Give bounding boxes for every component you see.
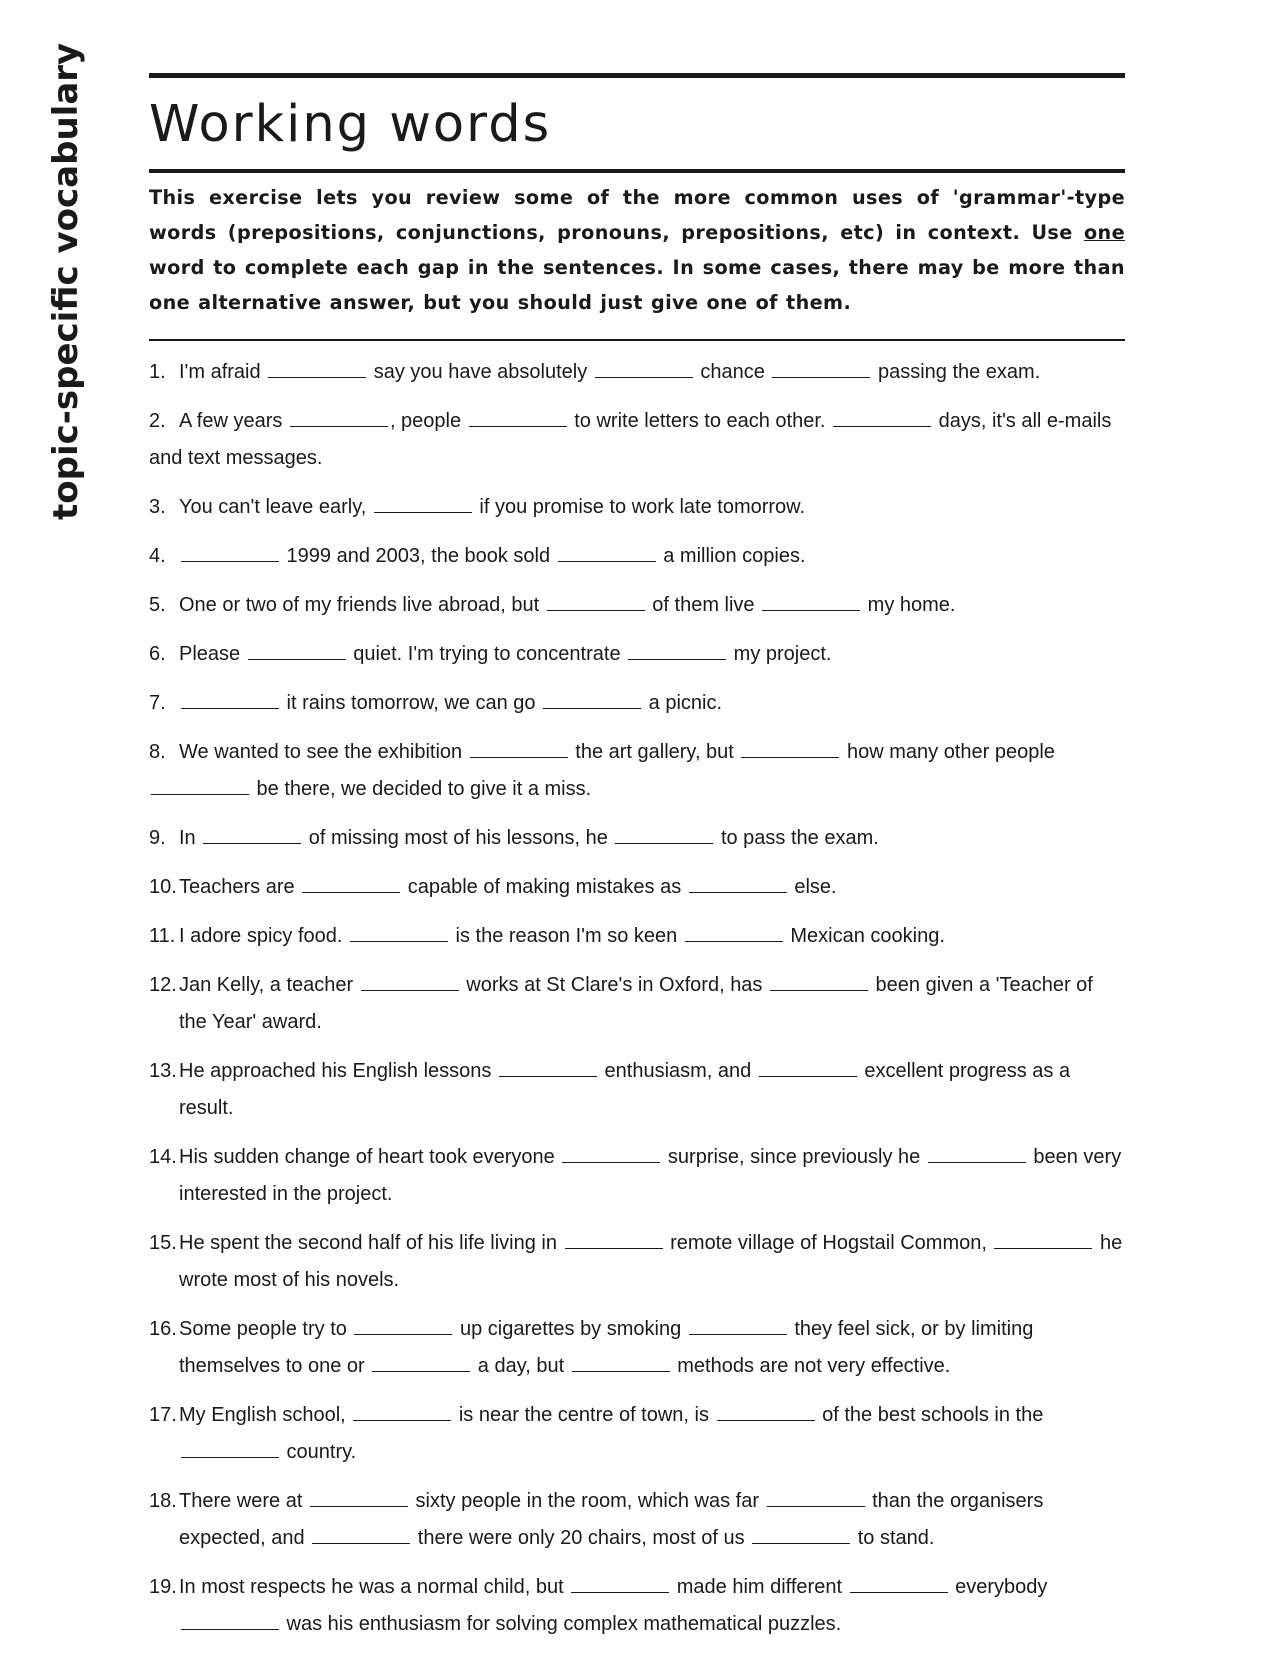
instructions-underlined-word: one bbox=[1083, 221, 1125, 244]
exercise-item bbox=[149, 489, 1125, 526]
sentence-text: the art gallery, but bbox=[569, 741, 740, 764]
sentence-text: enthusiasm, and bbox=[598, 1060, 757, 1083]
answer-gap[interactable] bbox=[562, 1161, 660, 1163]
sentence-text: say you have absolutely bbox=[368, 361, 593, 384]
sentence-text: a day, but bbox=[472, 1355, 570, 1378]
sentence-text: chance bbox=[694, 361, 771, 384]
answer-gap[interactable] bbox=[850, 1591, 948, 1593]
sentence-text: my project. bbox=[728, 643, 832, 666]
sentence-text: passing the exam. bbox=[872, 361, 1041, 384]
answer-gap[interactable] bbox=[499, 1075, 597, 1077]
sentence-text: he wrote most of his novels. bbox=[179, 1232, 1123, 1292]
exercise-item bbox=[149, 1311, 1125, 1385]
item-number: 16. bbox=[149, 1318, 177, 1341]
exercise-item bbox=[149, 820, 1125, 857]
answer-gap[interactable] bbox=[290, 425, 388, 427]
exercise-item bbox=[149, 967, 1125, 1041]
answer-gap[interactable] bbox=[558, 560, 656, 562]
answer-gap[interactable] bbox=[353, 1419, 451, 1421]
answer-gap[interactable] bbox=[628, 658, 726, 660]
answer-gap[interactable] bbox=[302, 891, 400, 893]
answer-gap[interactable] bbox=[181, 707, 279, 709]
sentence-text: excellent progress as a result. bbox=[179, 1060, 1071, 1120]
exercise-item bbox=[149, 354, 1125, 391]
sentence-text: is near the centre of town, is bbox=[453, 1404, 715, 1427]
sentence-text: His sudden change of heart took everyone bbox=[179, 1146, 561, 1169]
sentence-text: made him different bbox=[671, 1576, 848, 1599]
sentence-text: A few years bbox=[179, 410, 288, 433]
sentence-text: a picnic. bbox=[643, 692, 723, 715]
item-number: 11. bbox=[149, 925, 176, 948]
sentence-text: , people bbox=[389, 410, 467, 433]
exercise-item bbox=[149, 1053, 1125, 1127]
sentence-text: how many other people bbox=[841, 741, 1055, 764]
sentence-text: He approached his English lessons bbox=[179, 1060, 497, 1083]
answer-gap[interactable] bbox=[268, 376, 366, 378]
answer-gap[interactable] bbox=[833, 425, 931, 427]
exercise-item bbox=[149, 918, 1125, 955]
sentence-text: of them live bbox=[646, 594, 761, 617]
sentence-text: We wanted to see the exhibition bbox=[179, 741, 468, 764]
sentence-text: my home. bbox=[862, 594, 956, 617]
sentence-text: In bbox=[179, 827, 202, 850]
exercise-item bbox=[149, 1569, 1125, 1643]
answer-gap[interactable] bbox=[752, 1542, 850, 1544]
sentence-text: Some people try to bbox=[179, 1318, 353, 1341]
top-rule bbox=[149, 73, 1125, 78]
sentence-text: I adore spicy food. bbox=[179, 925, 348, 948]
sentence-text: works at St Clare's in Oxford, has bbox=[460, 974, 768, 997]
exercise-item bbox=[149, 869, 1125, 906]
answer-gap[interactable] bbox=[741, 756, 839, 758]
answer-gap[interactable] bbox=[181, 1456, 279, 1458]
item-number: 12. bbox=[149, 974, 177, 997]
sentence-text: to write letters to each other. bbox=[568, 410, 832, 433]
answer-gap[interactable] bbox=[361, 989, 459, 991]
sentence-text: 1999 and 2003, the book sold bbox=[281, 545, 556, 568]
sentence-text: of missing most of his lessons, he bbox=[303, 827, 614, 850]
sentence-text: was his enthusiasm for solving complex mathematical puzzles. bbox=[281, 1613, 842, 1636]
sentence-text: Jan Kelly, a teacher bbox=[179, 974, 359, 997]
item-number: 17. bbox=[149, 1404, 177, 1427]
exercise-item bbox=[149, 1483, 1125, 1557]
exercise-item bbox=[149, 1139, 1125, 1213]
sentence-text: You can't leave early, bbox=[179, 496, 372, 519]
answer-gap[interactable] bbox=[469, 425, 567, 427]
item-number: 5. bbox=[149, 594, 166, 617]
instructions-rule bbox=[149, 339, 1125, 341]
item-number: 6. bbox=[149, 643, 166, 666]
exercise-item bbox=[149, 403, 1125, 477]
sentence-text: He spent the second half of his life living in bbox=[179, 1232, 563, 1255]
item-number: 18. bbox=[149, 1490, 177, 1513]
sentence-text: a million copies. bbox=[657, 545, 806, 568]
answer-gap[interactable] bbox=[565, 1247, 663, 1249]
instructions bbox=[149, 180, 1125, 320]
answer-gap[interactable] bbox=[928, 1161, 1026, 1163]
exercise-item bbox=[149, 587, 1125, 624]
exercise-item bbox=[149, 1225, 1125, 1299]
page-title: Working words bbox=[149, 95, 552, 154]
sentence-text: if you promise to work late tomorrow. bbox=[473, 496, 806, 519]
sentence-text: it rains tomorrow, we can go bbox=[281, 692, 542, 715]
item-number: 2. bbox=[149, 410, 166, 433]
exercise-list bbox=[149, 354, 1125, 1643]
sentence-text: be there, we decided to give it a miss. bbox=[251, 778, 592, 801]
answer-gap[interactable] bbox=[248, 658, 346, 660]
answer-gap[interactable] bbox=[310, 1505, 408, 1507]
answer-gap[interactable] bbox=[354, 1333, 452, 1335]
sentence-text: to stand. bbox=[852, 1527, 935, 1550]
sentence-text: sixty people in the room, which was far bbox=[409, 1490, 765, 1513]
sentence-text: Mexican cooking. bbox=[784, 925, 945, 948]
item-number: 10. bbox=[149, 876, 177, 899]
item-number: 13. bbox=[149, 1060, 177, 1083]
instructions-part-2: word to complete each gap in the sentences. In some cases, there may be more than one alternative answer, but you should just give one of them. bbox=[149, 256, 1125, 314]
answer-gap[interactable] bbox=[203, 842, 301, 844]
answer-gap[interactable] bbox=[181, 560, 279, 562]
answer-gap[interactable] bbox=[543, 707, 641, 709]
sentence-text: methods are not very effective. bbox=[671, 1355, 951, 1378]
sentence-text: up cigarettes by smoking bbox=[454, 1318, 687, 1341]
answer-gap[interactable] bbox=[470, 756, 568, 758]
item-number: 9. bbox=[149, 827, 166, 850]
sentence-text: they feel sick, or by limiting themselves to one or bbox=[179, 1318, 1034, 1378]
exercise-item bbox=[149, 1397, 1125, 1471]
answer-gap[interactable] bbox=[994, 1247, 1092, 1249]
item-number: 19. bbox=[149, 1576, 177, 1599]
sentence-text: remote village of Hogstail Common, bbox=[664, 1232, 993, 1255]
sentence-text: days, it's all e-mails and text messages. bbox=[149, 410, 1112, 470]
sentence-text: quiet. I'm trying to concentrate bbox=[347, 643, 627, 666]
sentence-text: else. bbox=[788, 876, 837, 899]
sentence-text: My English school, bbox=[179, 1404, 352, 1427]
sentence-text: In most respects he was a normal child, but bbox=[179, 1576, 570, 1599]
item-number: 3. bbox=[149, 496, 166, 519]
sentence-text: been very interested in the project. bbox=[179, 1146, 1122, 1206]
sentence-text: than the organisers expected, and bbox=[179, 1490, 1044, 1550]
sentence-text: of the best schools in the bbox=[816, 1404, 1044, 1427]
answer-gap[interactable] bbox=[572, 1370, 670, 1372]
sentence-text: is the reason I'm so keen bbox=[449, 925, 683, 948]
answer-gap[interactable] bbox=[374, 511, 472, 513]
sentence-text: capable of making mistakes as bbox=[402, 876, 687, 899]
sentence-text: Teachers are bbox=[179, 876, 301, 899]
sentence-text: everybody bbox=[949, 1576, 1048, 1599]
answer-gap[interactable] bbox=[372, 1370, 470, 1372]
answer-gap[interactable] bbox=[689, 1333, 787, 1335]
side-label bbox=[38, 42, 94, 520]
item-number: 8. bbox=[149, 741, 166, 764]
exercise-item bbox=[149, 636, 1125, 673]
answer-gap[interactable] bbox=[350, 940, 448, 942]
answer-gap[interactable] bbox=[547, 609, 645, 611]
answer-gap[interactable] bbox=[759, 1075, 857, 1077]
answer-gap[interactable] bbox=[762, 609, 860, 611]
item-number: 4. bbox=[149, 545, 166, 568]
side-label-text: topic-specific vocabulary bbox=[46, 42, 86, 520]
answer-gap[interactable] bbox=[151, 793, 249, 795]
item-number: 14. bbox=[149, 1146, 177, 1169]
exercise-item bbox=[149, 734, 1125, 808]
item-number: 1. bbox=[149, 361, 166, 384]
answer-gap[interactable] bbox=[717, 1419, 815, 1421]
answer-gap[interactable] bbox=[181, 1628, 279, 1630]
instructions-part-1: This exercise lets you review some of the more common uses of 'grammar'-type words (prepositions, conjunctions, pronouns, prepositions, etc) in context. Use bbox=[149, 186, 1125, 244]
sentence-text: I'm afraid bbox=[179, 361, 267, 384]
answer-gap[interactable] bbox=[689, 891, 787, 893]
answer-gap[interactable] bbox=[767, 1505, 865, 1507]
answer-gap[interactable] bbox=[770, 989, 868, 991]
answer-gap[interactable] bbox=[685, 940, 783, 942]
answer-gap[interactable] bbox=[571, 1591, 669, 1593]
worksheet bbox=[149, 73, 1125, 1655]
sentence-text: Please bbox=[179, 643, 246, 666]
sentence-text: there were only 20 chairs, most of us bbox=[412, 1527, 751, 1550]
answer-gap[interactable] bbox=[615, 842, 713, 844]
sentence-text: to pass the exam. bbox=[715, 827, 879, 850]
answer-gap[interactable] bbox=[595, 376, 693, 378]
sentence-text: country. bbox=[281, 1441, 357, 1464]
answer-gap[interactable] bbox=[312, 1542, 410, 1544]
sentence-text: been given a 'Teacher of the Year' award. bbox=[179, 974, 1093, 1034]
sentence-text: surprise, since previously he bbox=[662, 1146, 926, 1169]
item-number: 15. bbox=[149, 1232, 177, 1255]
sentence-text: There were at bbox=[179, 1490, 308, 1513]
exercise-item bbox=[149, 538, 1125, 575]
answer-gap[interactable] bbox=[772, 376, 870, 378]
exercise-item bbox=[149, 685, 1125, 722]
sentence-text: One or two of my friends live abroad, but bbox=[179, 594, 545, 617]
item-number: 7. bbox=[149, 692, 166, 715]
